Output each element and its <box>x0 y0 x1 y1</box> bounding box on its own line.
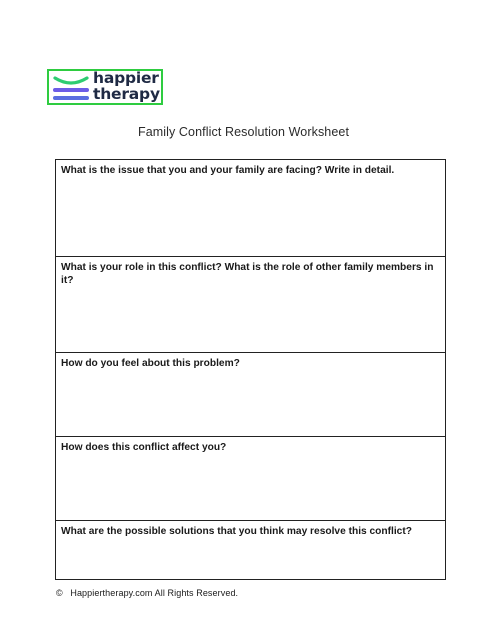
question-box-3[interactable] <box>56 353 445 437</box>
footer <box>56 588 238 598</box>
logo-line-2: therapy <box>93 84 160 103</box>
logo-line-1: happier <box>93 69 159 87</box>
question-text: What is the issue that you and your family are facing? Write in detail. <box>61 165 395 176</box>
question-box-2[interactable] <box>56 257 445 353</box>
footer-text: Happiertherapy.com All Rights Reserved. <box>70 588 239 598</box>
question-box-5[interactable] <box>56 521 445 579</box>
copyright-icon: © <box>56 588 63 598</box>
logo <box>47 69 163 105</box>
question-text: What is your role in this conflict? What is the role of other family members in it? <box>61 262 434 286</box>
question-box-1[interactable] <box>56 160 445 257</box>
question-text: What are the possible solutions that you think may resolve this conflict? <box>61 526 412 537</box>
question-box-4[interactable] <box>56 437 445 521</box>
logo-mark-icon <box>52 73 90 103</box>
logo-wordmark <box>93 71 160 102</box>
worksheet-table <box>55 159 446 580</box>
page-title: Family Conflict Resolution Worksheet <box>137 125 350 139</box>
question-text: How does this conflict affect you? <box>61 442 227 453</box>
question-text: How do you feel about this problem? <box>61 358 240 369</box>
